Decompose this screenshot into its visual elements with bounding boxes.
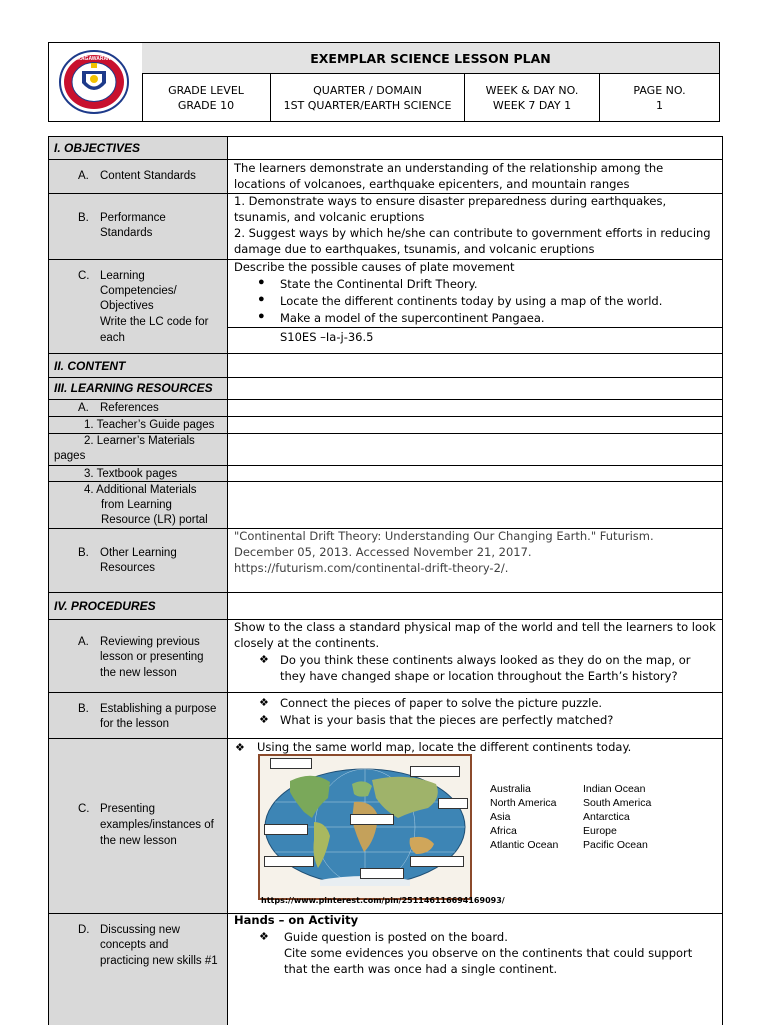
page-no-value: 1: [656, 98, 663, 112]
lesson-plan-header: [48, 42, 720, 122]
wordbank-col-1: [490, 782, 558, 852]
diamond-bullet-icon: ❖: [235, 742, 245, 754]
other-resources-letter: B.: [78, 547, 89, 559]
diamond-bullet-icon: ❖: [259, 931, 269, 943]
learning-competencies-label-3: Objectives: [100, 300, 154, 312]
info-row: [142, 74, 719, 121]
content-standards-letter: A.: [78, 170, 89, 182]
wordbank-item: Indian Ocean: [583, 783, 646, 795]
wordbank-col-2: [583, 782, 651, 852]
procedure-a-question-2: they have changed shape or location throughout the Earth’s history?: [280, 669, 678, 683]
competency-bullet-3: Make a model of the supercontinent Pangaea.: [280, 311, 545, 325]
additional-materials-label-2: from Learning: [101, 499, 172, 511]
learning-competencies-intro: Describe the possible causes of plate movement: [234, 260, 515, 274]
procedure-a-label-2: lesson or presenting: [100, 651, 204, 663]
page-no-cell: [600, 74, 719, 121]
learners-materials-label-2: pages: [54, 450, 86, 462]
quarter-domain-value: 1ST QUARTER/EARTH SCIENCE: [283, 98, 452, 112]
deped-seal-logo: [58, 49, 130, 115]
wordbank-item: Pacific Ocean: [583, 839, 648, 851]
learning-competencies-letter: C.: [78, 270, 90, 282]
procedure-d-label-3: practicing new skills #1: [100, 955, 218, 967]
performance-standards-letter: B.: [78, 212, 89, 224]
content-standards-text: The learners demonstrate an understanding of the relationship among the locations of volcanoes, earthquake epicenters, and mountain ranges: [234, 161, 664, 192]
additional-materials-label-1: 4. Additional Materials: [84, 484, 197, 496]
wordbank-item: Asia: [490, 811, 511, 823]
teachers-guide-label: 1. Teacher’s Guide pages: [84, 419, 215, 431]
procedure-b-letter: B.: [78, 703, 89, 715]
other-resources-line-2: December 05, 2013. Accessed November 21, 2017.: [234, 545, 532, 559]
week-day-value: WEEK 7 DAY 1: [492, 98, 572, 112]
wordbank-item: Atlantic Ocean: [490, 839, 559, 851]
bullet-icon: ●: [258, 276, 265, 288]
grade-level-cell: [142, 74, 271, 121]
procedure-c-label-2: examples/instances of: [100, 819, 214, 831]
procedure-c-letter: C.: [78, 803, 90, 815]
learning-competencies-label-5: each: [100, 332, 125, 344]
learning-competencies-label-1: Learning: [100, 270, 145, 282]
diamond-bullet-icon: ❖: [259, 714, 269, 726]
diamond-bullet-icon: ❖: [259, 697, 269, 709]
week-day-cell: [465, 74, 600, 121]
svg-text:KAGAWARAN: KAGAWARAN: [77, 56, 111, 62]
map-source-link[interactable]: https://www.pinterest.com/pin/251146116694169093/: [261, 896, 505, 905]
learning-competencies-label-2: Competencies/: [100, 285, 177, 297]
week-day-label: WEEK & DAY NO.: [485, 83, 579, 97]
title-row: [142, 43, 719, 74]
content-standards-label: Content Standards: [100, 170, 196, 182]
wordbank-item: Antarctica: [583, 811, 630, 823]
procedure-c-bullet: Using the same world map, locate the different continents today.: [257, 740, 632, 754]
competency-bullet-1: State the Continental Drift Theory.: [280, 277, 478, 291]
logo-cell: [49, 43, 143, 121]
procedure-a-letter: A.: [78, 636, 89, 648]
additional-materials-label-3: Resource (LR) portal: [101, 514, 208, 526]
content-heading: II. CONTENT: [54, 359, 126, 373]
grade-level-label: GRADE LEVEL: [168, 83, 244, 97]
other-resources-line-1: "Continental Drift Theory: Understanding Our Changing Earth." Futurism.: [234, 529, 654, 543]
world-map-image: [258, 754, 472, 900]
wordbank-item: Australia: [490, 783, 531, 795]
wordbank-item: Africa: [490, 825, 517, 837]
procedure-a-intro-1: Show to the class a standard physical map of the world and tell the learners to look: [234, 620, 716, 634]
page-title: EXEMPLAR SCIENCE LESSON PLAN: [310, 50, 551, 66]
other-resources-link[interactable]: https://futurism.com/continental-drift-theory-2/.: [234, 561, 509, 575]
bullet-icon: ●: [258, 310, 265, 322]
procedure-d-text-1: Cite some evidences you observe on the continents that could support: [284, 946, 693, 960]
procedure-a-intro-2: closely at the continents.: [234, 636, 380, 650]
other-resources-label-1: Other Learning: [100, 547, 177, 559]
procedure-d-label-2: concepts and: [100, 939, 169, 951]
grade-level-value: GRADE 10: [177, 98, 235, 112]
procedures-heading: IV. PROCEDURES: [54, 599, 156, 613]
procedure-c-label-1: Presenting: [100, 803, 155, 815]
learning-resources-heading: III. LEARNING RESOURCES: [54, 381, 213, 395]
procedure-b-label-2: for the lesson: [100, 718, 170, 730]
procedure-a-label-3: the new lesson: [100, 667, 177, 679]
procedure-d-title: Hands – on Activity: [234, 913, 359, 927]
procedure-b-bullet-1: Connect the pieces of paper to solve the picture puzzle.: [280, 696, 603, 710]
procedure-b-bullet-2: What is your basis that the pieces are perfectly matched?: [280, 713, 614, 727]
procedure-a-question-1: Do you think these continents always looked as they do on the map, or: [280, 653, 691, 667]
references-label: References: [100, 402, 159, 414]
procedure-d-letter: D.: [78, 924, 90, 936]
procedure-b-label-1: Establishing a purpose: [100, 703, 217, 715]
procedure-d-label-1: Discussing new: [100, 924, 180, 936]
wordbank-item: North America: [490, 797, 557, 809]
performance-standard-2: 2. Suggest ways by which he/she can contribute to government efforts in reducing damage due to earthquakes, tsunamis, and volcanic eruptions: [234, 226, 711, 257]
learning-competencies-label-4: Write the LC code for: [100, 316, 209, 328]
competency-code: S10ES –Ia-j-36.5: [280, 330, 374, 344]
quarter-domain-label: QUARTER / DOMAIN: [313, 83, 422, 97]
quarter-domain-cell: [271, 74, 465, 121]
procedure-a-label-1: Reviewing previous: [100, 636, 200, 648]
wordbank-item: South America: [583, 797, 652, 809]
other-resources-label-2: Resources: [100, 562, 155, 574]
procedure-c-label-3: the new lesson: [100, 835, 177, 847]
learners-materials-label-1: 2. Learner’s Materials: [84, 435, 195, 447]
procedure-d-bullet: Guide question is posted on the board.: [284, 930, 508, 944]
wordbank-item: Europe: [583, 825, 617, 837]
lesson-plan-table: [48, 136, 723, 1025]
performance-standards-label: Performance Standards: [100, 212, 166, 239]
objectives-heading: I. OBJECTIVES: [54, 141, 141, 155]
performance-standard-1: 1. Demonstrate ways to ensure disaster preparedness during earthquakes, tsunamis, and volcanic eruptions: [234, 194, 667, 225]
competency-bullet-2: Locate the different continents today by using a map of the world.: [280, 294, 663, 308]
references-letter: A.: [78, 402, 89, 414]
page-no-label: PAGE NO.: [633, 83, 686, 97]
diamond-bullet-icon: ❖: [259, 654, 269, 666]
textbook-label: 3. Textbook pages: [84, 468, 178, 480]
procedure-d-text-2: that the earth was once had a single continent.: [284, 962, 558, 976]
bullet-icon: ●: [258, 293, 265, 305]
